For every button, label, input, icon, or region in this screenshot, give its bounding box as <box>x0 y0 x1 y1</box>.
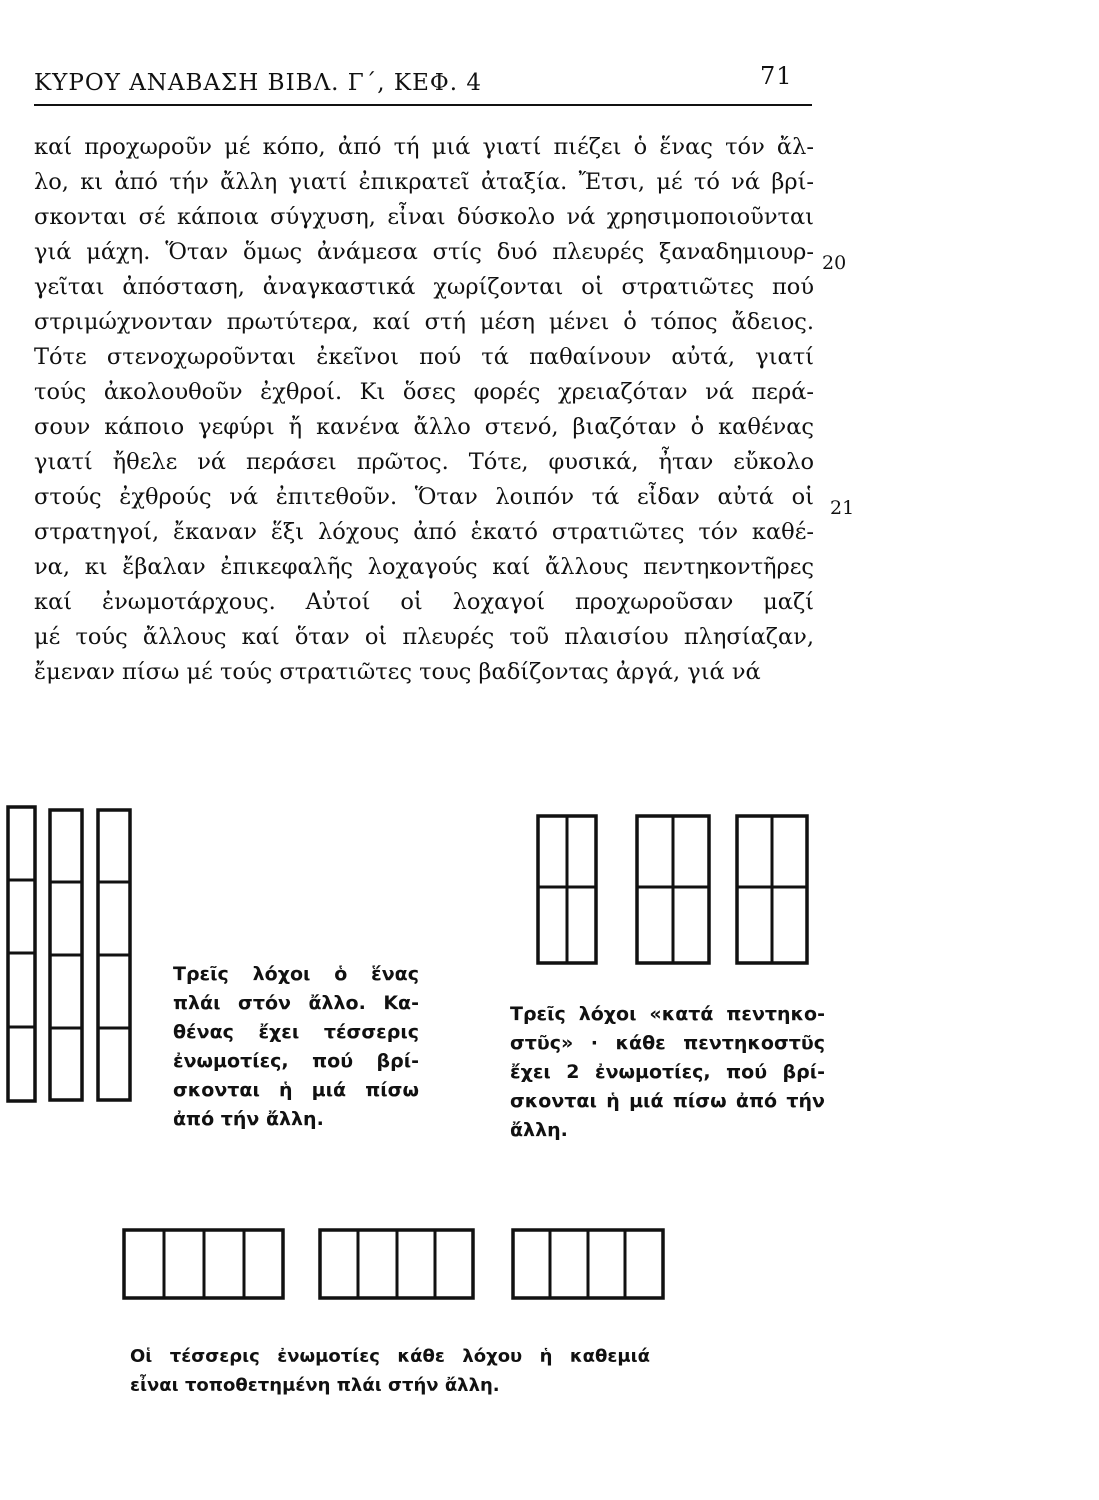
text-line: μέ τούς ἄλλους καί ὅταν οἱ πλευρές τοῦ πλαισίου πλησίαζαν, <box>34 624 814 650</box>
text-line: καί ἐνωμοτάρχους. Αὐτοί οἱ λοχαγοί προχωροῦσαν μαζί <box>34 589 814 615</box>
caption-four-enomoties <box>130 1342 650 1400</box>
text-line: σουν κάποιο γεφύρι ἤ κανένα ἄλλο στενό, βιαζόταν ὁ καθένας <box>34 414 814 440</box>
text-line: στούς ἐχθρούς νά ἐπιτεθοῦν. Ὅταν λοιπόν τά εἶδαν αὐτά οἱ <box>34 484 814 510</box>
margin-line-number: 20 <box>822 252 847 274</box>
caption-line: Τρεῖς λόχοι «κατά πεντηκο- <box>510 1003 825 1025</box>
caption-line: ἄλλη. <box>510 1119 568 1141</box>
text-line: στρατηγοί, ἔκαναν ἕξι λόχους ἀπό ἑκατό στρατιῶτες τόν καθέ- <box>34 519 814 545</box>
text-line: γεῖται ἀπόσταση, ἀναγκαστικά χωρίζονται οἱ στρατιῶτες πού <box>34 274 814 300</box>
margin-line-number: 21 <box>830 497 855 519</box>
diagram-three-companies-side <box>8 807 130 1101</box>
text-line: καί προχωροῦν μέ κόπο, ἀπό τή μιά γιατί πιέζει ὁ ἕνας τόν ἄλ- <box>34 134 814 160</box>
caption-line: σκονται ἡ μιά πίσω <box>173 1079 419 1101</box>
diagram-four-enomoties <box>124 1230 663 1298</box>
caption-three-companies-side <box>173 960 419 1134</box>
caption-line: ἀπό τήν ἄλλη. <box>173 1108 324 1130</box>
caption-line: εἶναι τοποθετημένη πλάι στήν ἄλλη. <box>130 1375 500 1396</box>
caption-line: πλάι στόν ἄλλο. Κα- <box>173 992 419 1014</box>
caption-line: σκονται ἡ μιά πίσω ἀπό τήν <box>510 1090 825 1112</box>
page-number: 71 <box>760 62 793 90</box>
text-line: λο, κι ἀπό τήν ἄλλη γιατί ἐπικρατεῖ ἀταξία. Ἔτσι, μέ τό νά βρί- <box>34 169 814 195</box>
caption-line: θένας ἔχει τέσσερις <box>173 1021 419 1043</box>
text-line: γιατί ἤθελε νά περάσει πρῶτος. Τότε, φυσικά, ἦταν εὔκολο <box>34 449 814 475</box>
caption-line: ἐνωμοτίες, πού βρί- <box>173 1050 419 1072</box>
text-line: ἔμεναν πίσω μέ τούς στρατιῶτες τους βαδίζοντας ἀργά, γιά νά <box>34 659 761 685</box>
caption-line: ἔχει 2 ἐνωμοτίες, πού βρί- <box>510 1061 825 1083</box>
running-title: ΚΥΡΟΥ ΑΝΑΒΑΣΗ ΒΙΒΛ. Γ΄, ΚΕΦ. 4 <box>34 70 482 96</box>
text-line: σκονται σέ κάποια σύγχυση, εἶναι δύσκολο νά χρησιμοποιοῦνται <box>34 204 814 230</box>
caption-three-companies-fifties <box>510 1000 825 1145</box>
text-line: γιά μάχη. Ὅταν ὅμως ἀνάμεσα στίς δυό πλευρές ξαναδημιουρ- <box>34 239 814 265</box>
caption-line: Τρεῖς λόχοι ὁ ἕνας <box>173 963 419 985</box>
text-line: τούς ἀκολουθοῦν ἐχθροί. Κι ὅσες φορές χρειαζόταν νά περά- <box>34 379 814 405</box>
text-line: στριμώχνονταν πρωτύτερα, καί στή μέση μένει ὁ τόπος ἄδειος. <box>34 309 814 335</box>
caption-line: Οἱ τέσσερις ἐνωμοτίες κάθε λόχου ἡ καθεμιά <box>130 1346 650 1367</box>
text-line: Τότε στενοχωροῦνται ἐκεῖνοι πού τά παθαίνουν αὐτά, γιατί <box>34 344 814 370</box>
text-line: να, κι ἔβαλαν ἐπικεφαλῆς λοχαγούς καί ἄλλους πεντηκοντῆρες <box>34 554 814 580</box>
caption-line: στῦς» · κάθε πεντηκοστῦς <box>510 1032 825 1054</box>
diagram-three-companies-fifties <box>538 816 807 963</box>
